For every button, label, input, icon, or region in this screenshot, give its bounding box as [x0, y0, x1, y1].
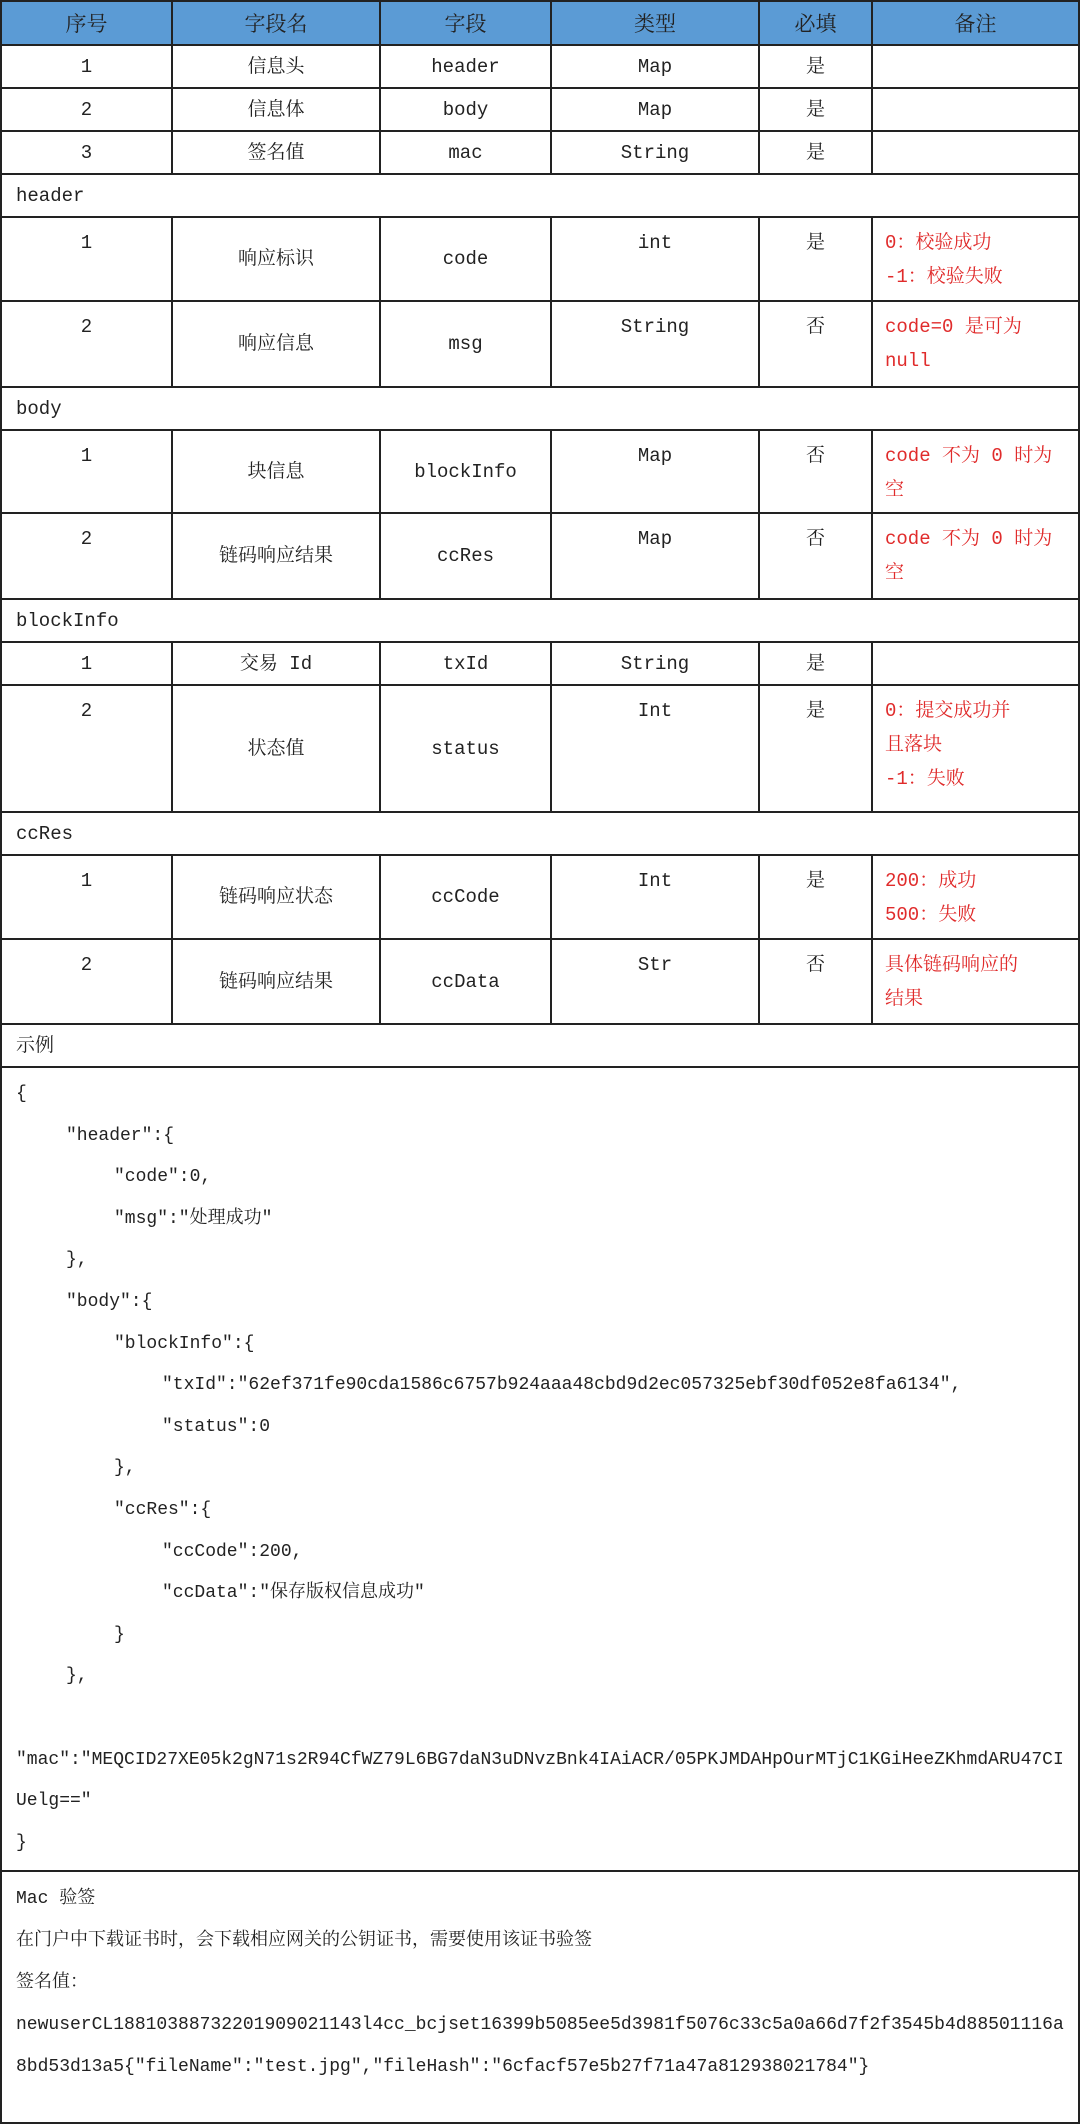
field-name: 块信息 [172, 430, 380, 513]
code-line: "body":{ [66, 1291, 153, 1312]
code-line: }, [66, 1250, 88, 1271]
table-cell: 签名值 [172, 131, 380, 174]
table-cell: body [380, 88, 551, 131]
table-row [1, 430, 1079, 513]
table-row [1, 45, 1079, 88]
table-row [1, 301, 1079, 387]
code-line: } [114, 1624, 125, 1645]
table-cell: 是 [759, 45, 872, 88]
note-line: 空 [885, 562, 905, 584]
column-header: 类型 [551, 1, 759, 45]
note-line: -1：失败 [885, 768, 965, 790]
field-name: 链码响应结果 [172, 513, 380, 599]
note-line: 具体链码响应的 [885, 954, 1019, 976]
code-line: "ccRes":{ [114, 1499, 212, 1520]
field-name: 链码响应状态 [172, 855, 380, 939]
table-row [1, 131, 1079, 174]
table-cell: 信息体 [172, 88, 380, 131]
field-name: 状态值 [172, 685, 380, 812]
section-row [1, 174, 1079, 217]
table-cell: 是 [759, 88, 872, 131]
table-cell: mac [380, 131, 551, 174]
code-line: }, [66, 1666, 88, 1687]
field-key: ccData [380, 939, 551, 1024]
table-row [1, 939, 1079, 1024]
note-line: code 不为 0 时为 [885, 445, 1053, 467]
code-line: "txId":"62ef371fe90cda1586c6757b924aaa48cbd9d2ec057325ebf30df052e8fa6134", [162, 1375, 962, 1396]
field-notes [872, 217, 1079, 301]
field-key: status [380, 685, 551, 812]
field-type: String [551, 301, 759, 387]
row-number: 1 [1, 217, 172, 301]
note-line: 结果 [885, 988, 924, 1010]
field-required: 否 [759, 513, 872, 599]
row-number: 2 [1, 513, 172, 599]
table-cell [872, 131, 1079, 174]
field-name: 响应标识 [172, 217, 380, 301]
field-key: ccRes [380, 513, 551, 599]
field-key: ccCode [380, 855, 551, 939]
table-row [1, 642, 1079, 685]
field-type: Str [551, 939, 759, 1024]
table-cell [872, 88, 1079, 131]
field-key: msg [380, 301, 551, 387]
field-type: Map [551, 513, 759, 599]
table-cell: header [380, 45, 551, 88]
field-type: Map [551, 430, 759, 513]
note-line: 且落块 [885, 734, 943, 756]
code-line: { [16, 1084, 27, 1104]
field-required: 否 [759, 430, 872, 513]
field-required: 否 [759, 939, 872, 1024]
code-line: "mac":"MEQCID27XE05k2gN71s2R94CfWZ79L6BG7daN3uDNvzBnk4IAiACR/05PKJMDAHpOurMTjC1KGiHeeZKhmdARU47CIUelg==" [16, 1749, 1064, 1812]
field-name: 交易 Id [172, 642, 380, 685]
note-line: 空 [885, 479, 905, 501]
field-notes [872, 513, 1079, 599]
code-line: } [16, 1832, 27, 1853]
field-notes [872, 939, 1079, 1024]
row-number: 2 [1, 939, 172, 1024]
note-line: code=0 是可为 [885, 316, 1022, 338]
note-line: 0：校验成功 [885, 232, 992, 254]
field-key: blockInfo [380, 430, 551, 513]
note-line: 200：成功 [885, 870, 977, 892]
field-key: code [380, 217, 551, 301]
column-header: 备注 [872, 1, 1079, 45]
field-required: 是 [759, 217, 872, 301]
column-header: 字段名 [172, 1, 380, 45]
section-row [1, 599, 1079, 642]
note-line: code 不为 0 时为 [885, 528, 1053, 550]
code-line: }, [114, 1458, 136, 1479]
code-line: "code":0, [114, 1167, 212, 1188]
row-number: 2 [1, 685, 172, 812]
field-key: txId [380, 642, 551, 685]
section-title: body [1, 387, 1079, 430]
example-title: 示例 [1, 1024, 1079, 1067]
table-cell [872, 45, 1079, 88]
table-cell: 1 [1, 45, 172, 88]
field-required: 是 [759, 685, 872, 812]
section-title: header [1, 174, 1079, 217]
field-name: 链码响应结果 [172, 939, 380, 1024]
table-header-row [1, 1, 1079, 45]
code-line: "ccData":"保存版权信息成功" [162, 1583, 425, 1604]
field-required: 是 [759, 642, 872, 685]
column-header: 字段 [380, 1, 551, 45]
field-type: int [551, 217, 759, 301]
column-header: 必填 [759, 1, 872, 45]
signature-value: newuserCL18810388732201909021143l4cc_bcjset16399b5085ee5d3981f5076c33c5a0a66d7f2f3545b4d88501116a8bd53d13a5{"fileName":"test.jpg","fileHash":"6cfacf57e5b27f71a47a812938021784"} [16, 2015, 1064, 2078]
note-line: -1：校验失败 [885, 266, 1003, 288]
table-row [1, 855, 1079, 939]
row-number: 1 [1, 430, 172, 513]
example-code-block [1, 1067, 1079, 1871]
table-cell: Map [551, 88, 759, 131]
code-line [16, 1698, 1064, 1740]
section-title: blockInfo [1, 599, 1079, 642]
field-type: Int [551, 685, 759, 812]
field-notes [872, 855, 1079, 939]
section-row [1, 1024, 1079, 1067]
mac-verify-description: 在门户中下载证书时，会下载相应网关的公钥证书，需要使用该证书验签 [16, 1931, 592, 1952]
table-row [1, 217, 1079, 301]
code-line: "ccCode":200, [162, 1541, 303, 1562]
row-number: 2 [1, 301, 172, 387]
field-notes [872, 430, 1079, 513]
note-line: 0：提交成功并 [885, 700, 1011, 722]
field-notes [872, 642, 1079, 685]
signature-label: 签名值： [16, 1973, 88, 1994]
field-name: 响应信息 [172, 301, 380, 387]
table-cell: 信息头 [172, 45, 380, 88]
field-type: Int [551, 855, 759, 939]
mac-verify-block [1, 1871, 1079, 2123]
table-cell: 3 [1, 131, 172, 174]
note-line: 500：失败 [885, 904, 977, 926]
column-header: 序号 [1, 1, 172, 45]
section-row [1, 812, 1079, 855]
field-type: String [551, 642, 759, 685]
code-line: "msg":"处理成功" [114, 1208, 273, 1229]
table-cell: Map [551, 45, 759, 88]
note-line: null [885, 350, 931, 372]
field-required: 是 [759, 855, 872, 939]
table-row [1, 513, 1079, 599]
mac-verify-title: Mac 验签 [16, 1889, 96, 1910]
field-required: 否 [759, 301, 872, 387]
table-row [1, 88, 1079, 131]
field-notes [872, 685, 1079, 812]
field-notes [872, 301, 1079, 387]
row-number: 1 [1, 642, 172, 685]
table-row [1, 685, 1079, 812]
code-line: "status":0 [162, 1416, 271, 1437]
section-title: ccRes [1, 812, 1079, 855]
code-line: "blockInfo":{ [114, 1333, 255, 1354]
table-cell: String [551, 131, 759, 174]
table-cell: 2 [1, 88, 172, 131]
row-number: 1 [1, 855, 172, 939]
code-line: "header":{ [66, 1125, 175, 1146]
table-cell: 是 [759, 131, 872, 174]
section-row [1, 387, 1079, 430]
